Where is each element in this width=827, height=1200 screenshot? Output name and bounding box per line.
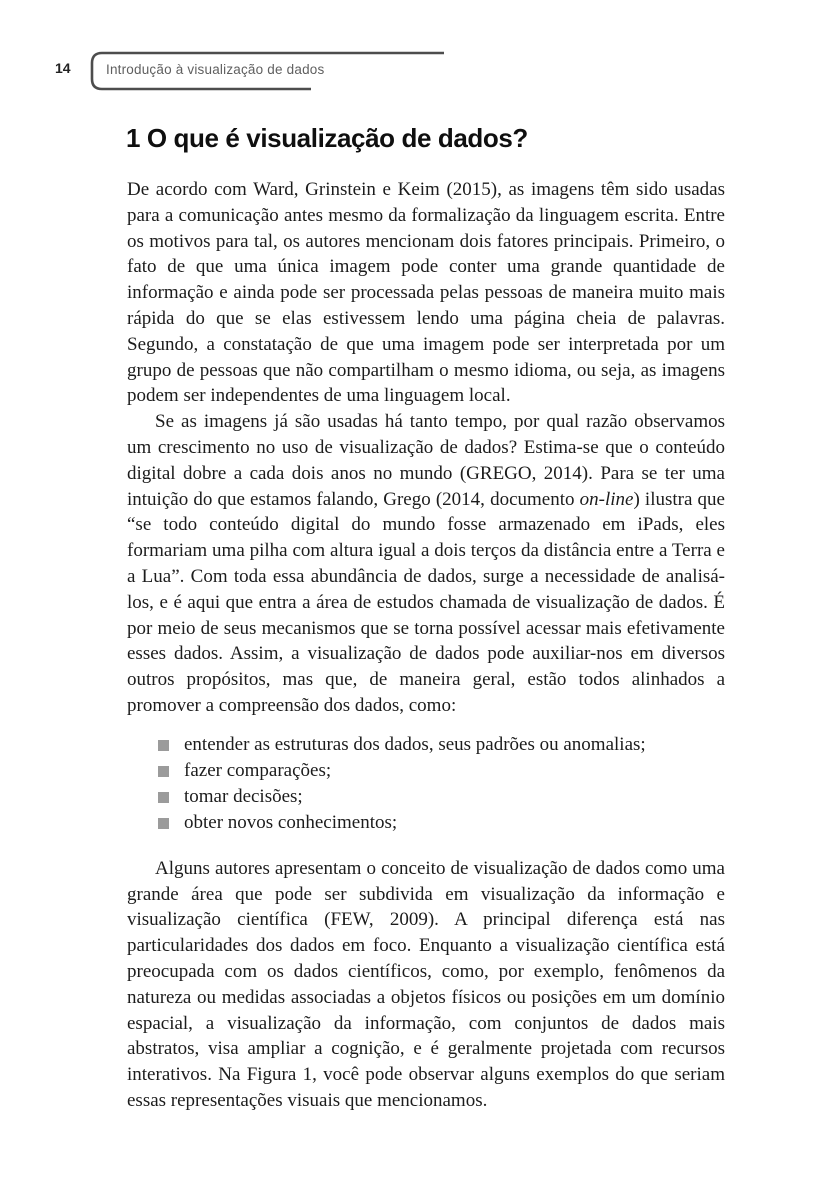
body-text [127, 177, 725, 1114]
paragraph-2-text-cont: ) ilustra que “se todo conteúdo digital do mundo fosse armazenado em iPads, eles formariam uma pilha com altura igual a dois terços da distância entre a Terra e a Lua”. Com toda essa abundância de dados, surge a necessidade de analisá-los, e é aqui que entra a área de estudos chamada de visualização de dados. É por meio de seus mecanismos que se torna possível acessar mais efetivamente esses dados. Assim, a visualização de dados pode auxiliar-nos em diversos outros propósitos, mas que, de maneira geral, estão todos alinhados a promover a compreensão dos dados, como: [127, 488, 725, 716]
paragraph-2 [127, 409, 725, 719]
list-item [158, 810, 725, 836]
square-bullet-icon [158, 740, 169, 751]
square-bullet-icon [158, 792, 169, 803]
running-header: Introdução à visualização de dados [106, 62, 325, 77]
bullet-list [127, 732, 725, 836]
list-item-text: tomar decisões; [184, 785, 303, 807]
square-bullet-icon [158, 818, 169, 829]
page-number: 14 [55, 60, 71, 76]
list-item-text: obter novos conhecimentos; [184, 811, 398, 833]
list-item [158, 758, 725, 784]
square-bullet-icon [158, 766, 169, 777]
list-item-text: fazer comparações; [184, 759, 332, 781]
paragraph-2-text: Se as imagens já são usadas há tanto tempo, por qual razão observamos um crescimento no uso de visualização de dados? Estima-se que o conteúdo digital dobre a cada dois anos no mundo (GREGO, 2014). Para se ter uma intuição do que estamos falando, Grego (2014, documento [127, 411, 725, 510]
list-item [158, 784, 725, 810]
list-item [158, 732, 725, 758]
italic-term: on-line [579, 488, 634, 510]
chapter-title: 1 O que é visualização de dados? [126, 123, 528, 153]
paragraph-3: Alguns autores apresentam o conceito de visualização de dados como uma grande área que pode ser subdivida em visualização da informação e visualização científica (FEW, 2009). A principal diferença está nas particularidades dos dados em foco. Enquanto a visualização científica está preocupada com os dados científicos, como, por exemplo, fenômenos da natureza ou medidas associadas a objetos físicos ou posições em um domínio espacial, a visualização da informação, com conjuntos de dados mais abstratos, visa ampliar a cognição, e é geralmente projetada com recursos interativos. Na Figura 1, você pode observar alguns exemplos do que seriam essas representações visuais que mencionamos. [127, 857, 725, 1111]
list-item-text: entender as estruturas dos dados, seus padrões ou anomalias; [184, 733, 646, 755]
paragraph-1: De acordo com Ward, Grinstein e Keim (2015), as imagens têm sido usadas para a comunicação antes mesmo da formalização da linguagem escrita. Entre os motivos para tal, os autores mencionam dois fatores principais. Primeiro, o fato de que uma única imagem pode conter uma grande quantidade de informação e ainda pode ser processada pelas pessoas de maneira muito mais rápida do que se elas estivessem lendo uma página cheia de palavras. Segundo, a constatação de que uma imagem pode ser interpretada por um grupo de pessoas que não compartilham o mesmo idioma, ou seja, as imagens podem ser independentes de uma linguagem local. [127, 179, 725, 407]
